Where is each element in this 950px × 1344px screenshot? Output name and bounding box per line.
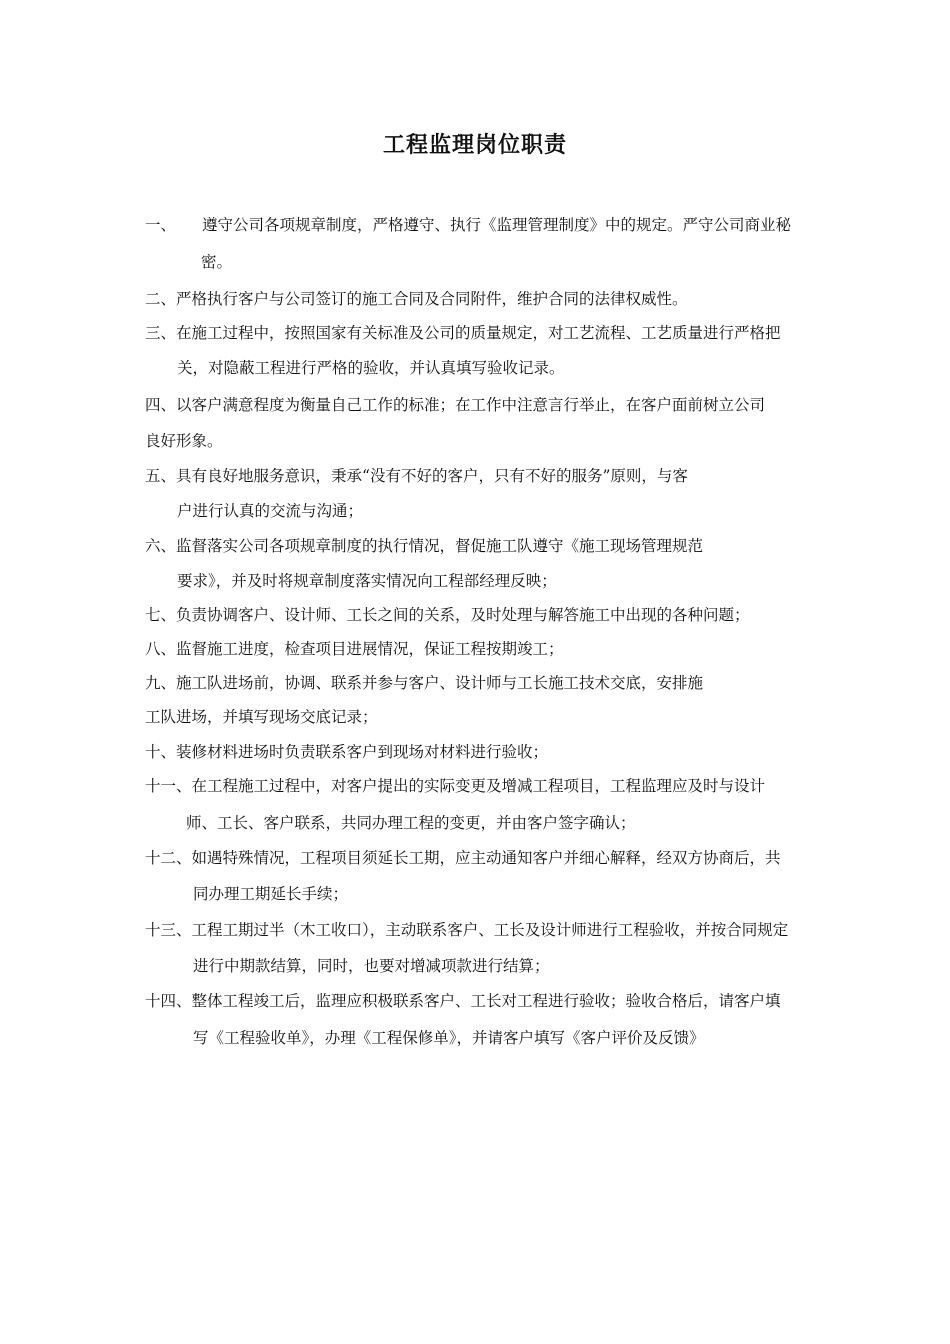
item-10-text-1: 装修材料进场时负责联系客户到现场对材料进行验收； <box>176 743 549 761</box>
item-4-number: 四、 <box>145 396 177 414</box>
item-12-text-1: 如遇特殊情况，工程项目须延长工期，应主动通知客户并细心解释，经双方协商后，共 <box>191 849 781 867</box>
item-4-text-2: 良好形象。 <box>145 432 223 450</box>
item-11-line-1 <box>145 775 765 797</box>
item-14-text-1: 整体工程竣工后，监理应积极联系客户、工长对工程进行验收；验收合格后，请客户填 <box>191 992 781 1010</box>
item-2-number: 二、 <box>145 290 177 308</box>
document-title: 工程监理岗位职责 <box>382 132 567 158</box>
item-10-number: 十、 <box>145 743 177 761</box>
item-11-text-1: 在工程施工过程中，对客户提出的实际变更及增减工程项目，工程监理应及时与设计 <box>191 777 766 795</box>
item-7-line-1 <box>145 604 750 626</box>
item-6-line-1 <box>145 535 703 557</box>
item-12-text-2: 同办理工期延长手续； <box>193 885 349 903</box>
item-14-line-1 <box>145 990 781 1012</box>
item-8-line-1 <box>145 638 564 660</box>
item-5-text-1: 具有良好地服务意识，秉承“没有不好的客户，只有不好的服务”原则，与客 <box>176 467 688 485</box>
item-11-number: 十一、 <box>145 777 192 795</box>
item-13-number: 十三、 <box>145 921 192 939</box>
item-12-line-1 <box>145 847 781 869</box>
item-6-number: 六、 <box>145 537 177 555</box>
item-12-number: 十二、 <box>145 849 192 867</box>
item-2-line-1 <box>145 288 688 310</box>
item-9-text-1: 施工队进场前，协调、联系并参与客户、设计师与工长施工技术交底，安排施 <box>176 674 704 692</box>
item-10-line-1 <box>145 741 548 763</box>
item-3-line-2 <box>177 357 565 379</box>
item-13-line-1 <box>145 919 788 941</box>
item-13-line-2 <box>193 955 550 977</box>
item-9-text-2: 工队进场，并填写现场交底记录； <box>145 708 378 726</box>
item-14-line-2 <box>193 1027 705 1049</box>
item-1-text-1: 遵守公司各项规章制度，严格遵守、执行《监理管理制度》中的规定。严守公司商业秘 <box>202 216 792 234</box>
item-3-line-1 <box>145 322 781 344</box>
item-5-number: 五、 <box>145 467 177 485</box>
item-13-text-2: 进行中期款结算，同时，也要对增减项款进行结算； <box>193 957 550 975</box>
item-1-text-2: 密。 <box>201 253 233 271</box>
item-5-text-2: 户进行认真的交流与沟通； <box>177 502 364 520</box>
item-11-line-2 <box>186 812 636 834</box>
item-8-number: 八、 <box>145 640 177 658</box>
item-9-line-1 <box>145 672 703 694</box>
item-12-line-2 <box>193 883 348 905</box>
item-5-line-1 <box>145 465 688 487</box>
item-4-line-1 <box>145 394 765 416</box>
item-1-line-1 <box>145 214 791 236</box>
item-6-line-2 <box>177 570 557 592</box>
item-4-text-1: 以客户满意程度为衡量自己工作的标准；在工作中注意言行举止，在客户面前树立公司 <box>176 396 766 414</box>
item-1-number: 一、 <box>145 216 177 234</box>
item-1-line-2 <box>201 251 232 273</box>
item-7-text-1: 负责协调客户、设计师、工长之间的关系，及时处理与解答施工中出现的各种问题； <box>176 606 750 624</box>
item-3-text-2: 关，对隐蔽工程进行严格的验收，并认真填写验收记录。 <box>177 359 565 377</box>
item-11-text-2: 师、工长、客户联系，共同办理工程的变更，并由客户签字确认； <box>186 814 636 832</box>
item-13-text-1: 工程工期过半（木工收口），主动联系客户、工长及设计师进行工程验收，并按合同规定 <box>191 921 789 939</box>
item-5-line-2 <box>177 500 363 522</box>
item-9-line-2 <box>145 706 378 728</box>
item-4-line-2 <box>145 430 223 452</box>
item-14-text-2: 写《工程验收单》，办理《工程保修单》，并请客户填写《客户评价及反馈》 <box>193 1029 705 1047</box>
item-6-text-2: 要求》，并及时将规章制度落实情况向工程部经理反映； <box>177 572 557 590</box>
item-8-text-1: 监督施工进度，检查项目进展情况，保证工程按期竣工； <box>176 640 564 658</box>
item-9-number: 九、 <box>145 674 177 692</box>
item-3-text-1: 在施工过程中，按照国家有关标准及公司的质量规定，对工艺流程、工艺质量进行严格把 <box>176 324 781 342</box>
item-6-text-1: 监督落实公司各项规章制度的执行情况，督促施工队遵守《施工现场管理规范 <box>176 537 704 555</box>
item-3-number: 三、 <box>145 324 177 342</box>
item-2-text-1: 严格执行客户与公司签订的施工合同及合同附件，维护合同的法律权威性。 <box>176 290 688 308</box>
item-7-number: 七、 <box>145 606 177 624</box>
item-14-number: 十四、 <box>145 992 192 1010</box>
